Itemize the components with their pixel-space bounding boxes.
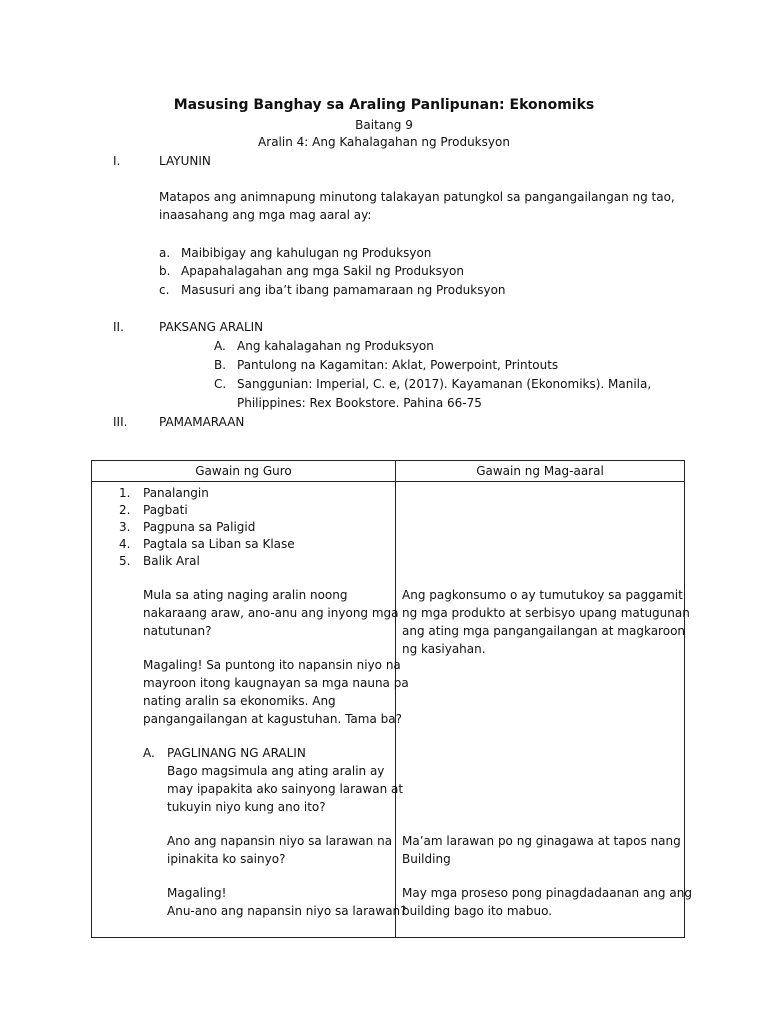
objective-item: Apapahalagahan ang mga Sakil ng Produksyon	[181, 264, 464, 278]
section-heading: PAMAMARAAN	[159, 415, 245, 429]
table-header-row	[92, 461, 685, 482]
list-marker: B.	[214, 358, 227, 372]
lesson-title: Aralin 4: Ang Kahalagahan ng Produksyon	[258, 135, 510, 149]
teacher-text: Bago magsimula ang ating aralin ay	[167, 764, 385, 778]
section-heading: PAKSANG ARALIN	[159, 320, 264, 334]
teacher-column-header: Gawain ng Guro	[92, 461, 396, 482]
step-item: Balik Aral	[143, 554, 200, 568]
teacher-text: may ipapakita ako sainyong larawan at	[167, 782, 404, 796]
topic-item: Sanggunian: Imperial, C. e, (2017). Kayamanan (Ekonomiks). Manila,	[237, 377, 652, 391]
teacher-text: ipinakita ko sainyo?	[167, 852, 286, 866]
teacher-text: Mula sa ating naging aralin noong	[143, 588, 348, 602]
student-text: ng kasiyahan.	[402, 642, 486, 656]
section-number: III.	[113, 415, 128, 429]
subsection-heading: PAGLINANG NG ARALIN	[167, 746, 306, 760]
list-marker: c.	[159, 283, 170, 297]
objective-item: Masusuri ang iba’t ibang pamamaraan ng Produksyon	[181, 283, 506, 297]
teacher-text: mayroon itong kaugnayan sa mga nauna pa	[143, 676, 409, 690]
student-text: Building	[402, 852, 451, 866]
teacher-text: natutunan?	[143, 624, 212, 638]
teacher-text: pangangailangan at kagustuhan. Tama ba?	[143, 712, 402, 726]
teacher-cell	[92, 482, 409, 938]
step-item: Panalangin	[143, 486, 209, 500]
objective-item: Maibibigay ang kahulugan ng Produksyon	[181, 246, 432, 260]
topic-item-continuation: Philippines: Rex Bookstore. Pahina 66-75	[237, 396, 482, 410]
topic-item: Ang kahalagahan ng Produksyon	[237, 339, 434, 353]
student-text: ng mga produkto at serbisyo upang matugunan	[402, 606, 690, 620]
topic-item: Pantulong na Kagamitan: Aklat, Powerpoint, Printouts	[237, 358, 559, 372]
intro-text: inaasahang ang mga mag aaral ay:	[159, 208, 372, 222]
procedure-table	[91, 460, 692, 938]
grade-level: Baitang 9	[355, 118, 413, 132]
list-marker: b.	[159, 264, 171, 278]
teacher-text: nating aralin sa ekonomiks. Ang	[143, 694, 336, 708]
list-marker: 1.	[119, 486, 131, 500]
list-marker: C.	[214, 377, 227, 391]
teacher-text: tukuyin niyo kung ano ito?	[167, 800, 326, 814]
student-text: Ma’am larawan po ng ginagawa at tapos nang	[402, 834, 681, 848]
section-number: I.	[113, 154, 121, 168]
teacher-text: Ano ang napansin niyo sa larawan na	[167, 834, 393, 848]
student-text: ang ating mga pangangailangan at magkaroon	[402, 624, 686, 638]
section-number: II.	[113, 320, 124, 334]
student-cell	[396, 482, 692, 938]
list-marker: 3.	[119, 520, 131, 534]
list-marker: A.	[214, 339, 226, 353]
teacher-text: nakaraang araw, ano-anu ang inyong mga	[143, 606, 399, 620]
section-heading: LAYUNIN	[159, 154, 211, 168]
list-marker: a.	[159, 246, 171, 260]
list-marker: A.	[143, 746, 155, 760]
step-item: Pagbati	[143, 503, 188, 517]
step-item: Pagpuna sa Paligid	[143, 520, 256, 534]
teacher-text: Magaling! Sa puntong ito napansin niyo na	[143, 658, 401, 672]
table-row	[92, 482, 685, 938]
student-text: building bago ito mabuo.	[402, 904, 553, 918]
list-marker: 5.	[119, 554, 131, 568]
student-text: May mga proseso pong pinagdadaanan ang ang	[402, 886, 692, 900]
teacher-text: Anu-ano ang napansin niyo sa larawan?	[167, 904, 407, 918]
student-column-header: Gawain ng Mag-aaral	[396, 461, 685, 482]
list-marker: 4.	[119, 537, 131, 551]
list-marker: 2.	[119, 503, 131, 517]
document-title: Masusing Banghay sa Araling Panlipunan: Ekonomiks	[173, 97, 595, 113]
student-text: Ang pagkonsumo o ay tumutukoy sa paggamit	[402, 588, 683, 602]
intro-text: Matapos ang animnapung minutong talakayan patungkol sa pangangailangan ng tao,	[159, 190, 675, 204]
step-item: Pagtala sa Liban sa Klase	[143, 537, 295, 551]
teacher-text: Magaling!	[167, 886, 227, 900]
